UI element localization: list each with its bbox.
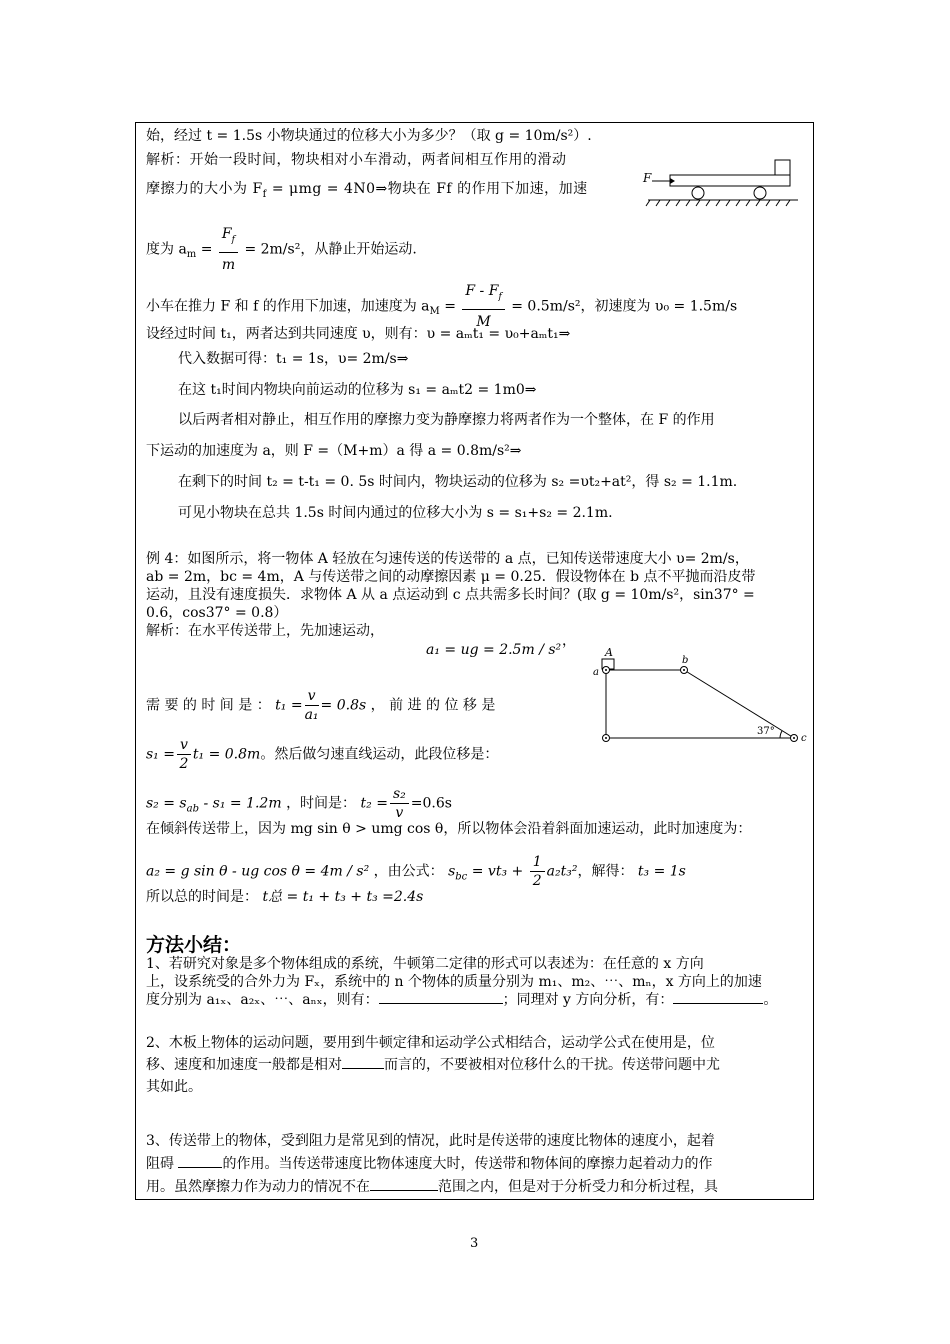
text-seg: ；同理对 y 方向分析，有： (502, 992, 674, 1008)
numerator: v (177, 736, 191, 755)
text-seg: ，由公式： (373, 863, 444, 880)
text-line: 解析：开始一段时间，物块相对小车滑动，两者间相互作用的滑动 (146, 152, 567, 168)
text-line: ab = 2m，bc = 4m，A 与传送带之间的动摩擦因素 μ = 0.25．假设物体在 b 点不平抛而沿皮带 (146, 569, 756, 585)
summary-item-3 (146, 1130, 806, 1199)
fraction (390, 785, 409, 822)
wheel (754, 187, 766, 199)
text-seg: 。然后做匀速直线运动，此段位移是： (260, 746, 499, 763)
text-line: 0.6，cos37° = 0.8） (146, 605, 288, 621)
text-seg: 小车在推力 F 和 f 的作用下加速，加速度为 a (146, 298, 430, 315)
text-line: 始，经过 t = 1.5s 小物块通过的位移大小为多少？（取 g = 10m/s²）. (146, 128, 592, 144)
label-A: A (605, 646, 613, 659)
force-arrowhead (670, 178, 675, 184)
numerator: F (221, 226, 232, 242)
equation: t₃ = 1s (637, 863, 686, 880)
text-seg: 。 (763, 992, 778, 1008)
text-seg: ， (562, 633, 576, 649)
text-seg: 范围之内，但是对于分析受力和分析过程，具 (438, 1179, 718, 1195)
label-c: c (801, 733, 807, 744)
denominator: v (395, 805, 404, 821)
text-seg: 而言的，不要被相对位移什么的干扰。传送带问题中尤 (384, 1057, 720, 1073)
equation: a₁ = ug = 2.5m / s² (426, 642, 562, 658)
equation: - s₁ = 1.2m (199, 795, 282, 812)
equation: s (448, 863, 456, 880)
label-a: a (593, 667, 599, 678)
numerator: F - F (465, 283, 499, 299)
text-seg: 度为 a (146, 241, 187, 258)
text-line: 在倾斜传送带上，因为 mg sin θ > umg cos θ，所以物体会沿着斜面加速运动，此时加速度为： (146, 821, 752, 837)
text-line: 可见小物块在总共 1.5s 时间内通过的位移大小为 s = s₁+s₂ = 2.1m. (178, 505, 613, 521)
cart-body (670, 175, 790, 186)
text-seg: = 0.5m/s²，初速度为 υ₀ = 1.5m/s (511, 298, 738, 315)
denominator: M (476, 313, 491, 330)
angle-arc (780, 731, 782, 738)
text-line (146, 853, 686, 890)
text-seg: ，解得： (577, 863, 634, 880)
text-seg: ， 前 进 的 位 移 是 (370, 697, 496, 714)
text-line: 在剩下的时间 t₂ = t-t₁ = 0. 5s 时间内，物块运动的位移为 s₂ =υt₂+at²，得 s₂ = 1.1m. (178, 474, 738, 490)
text-seg: 移、速度和加速度一般都是相对 (146, 1057, 342, 1073)
equation: = vt₃ + (467, 863, 524, 880)
text-line: 在这 t₁时间内物块向前运动的位移为 s₁ = aₘt2 = 1m0⇒ (178, 382, 537, 398)
equation: t₁ = (275, 697, 303, 714)
angle-label: 37° (757, 726, 775, 737)
summary-item-1 (146, 955, 806, 1009)
answer-blank[interactable] (673, 991, 763, 1004)
text-seg: 用。虽然摩擦力作为动力的情况不在 (146, 1179, 370, 1195)
answer-blank[interactable] (342, 1056, 384, 1069)
answer-blank[interactable] (370, 1178, 438, 1191)
equation-sub: ab (186, 803, 199, 815)
text-line (146, 991, 806, 1009)
conveyor-figure (590, 645, 808, 753)
text-seg: 的作用。当传送带速度比物体速度大时，传送带和物体间的摩擦力起着动力的作 (222, 1156, 713, 1172)
answer-blank[interactable] (178, 1155, 222, 1168)
numerator: 1 (530, 853, 545, 872)
numerator: s₂ (390, 785, 409, 804)
text-line: 2、木板上物体的运动问题，要用到牛顿定律和运动学公式相结合，运动学公式在使用是，位 (146, 1035, 715, 1051)
answer-blank[interactable] (379, 991, 503, 1004)
text-line: 上，设系统受的合外力为 Fₓ，系统中的 n 个物体的质量分别为 m₁、m₂、⋯、mₙ，x 方向上的加速 (146, 974, 762, 990)
section-heading: 方法小结： (146, 934, 242, 956)
text-line (146, 736, 498, 773)
text-line: 解析：在水平传送带上，先加速运动， (146, 623, 384, 639)
numerator: v (305, 687, 319, 706)
summary-item-2 (146, 1032, 806, 1098)
text-seg: 摩擦力的大小为 F (146, 181, 263, 197)
text-line: 下运动的加速度为 a，则 F =（M+m）a 得 a = 0.8m/s²⇒ (146, 443, 522, 459)
equation: t₁ = 0.8m (192, 746, 261, 763)
text-line: 运动，且没有速度损失．求物体 A 从 a 点运动到 c 点共需多长时间？(取 g = 10m/s²，sin37° = (146, 587, 755, 603)
equation: s₁ = (146, 746, 175, 763)
equation: t₂ = (360, 795, 388, 812)
denominator: a₁ (304, 707, 319, 723)
text-line (146, 1176, 806, 1199)
text-line: 其如此。 (146, 1079, 202, 1095)
fraction: $\frac{F - F_f}{M}$ (462, 279, 504, 334)
wheel (692, 187, 704, 199)
text-line: 摩擦力的大小为 $F_f = \mu mg$ = 4N0⇒物块在 Ff 的作用下加速，加速 (146, 181, 588, 200)
denominator: 2 (179, 756, 189, 772)
text-line: 度为 $a_m$ = $\frac{F_f}{m}$ = 2m/s²，从静止开始运动. (146, 222, 417, 277)
text-line (146, 888, 423, 906)
text-line (146, 687, 495, 724)
ground-hatch (646, 200, 790, 206)
equation-sub: bc (455, 871, 468, 883)
equation: =0.6s (410, 795, 452, 812)
text-line: 例 4：如图所示，将一物体 A 轻放在匀速传送的传送带的 a 点，已知传送带速度大小 υ= 2m/s， (146, 551, 749, 567)
block (775, 160, 790, 175)
text-seg: 所以总的时间是： (146, 889, 258, 905)
fraction: $\frac{F_f}{m}$ (219, 222, 238, 277)
text-seg: 需 要 的 时 间 是 ： (146, 697, 271, 714)
label-b: b (682, 655, 689, 666)
text-seg: = 2m/s²，从静止开始运动. (244, 241, 417, 258)
incline-belt (684, 670, 794, 738)
text-line (146, 1054, 806, 1076)
fraction (177, 736, 191, 773)
denominator: 2 (532, 873, 542, 889)
text-line: 1、若研究对象是多个物体组成的系统，牛顿第二定律的形式可以表述为：在任意的 x 方向 (146, 956, 704, 972)
fraction (530, 853, 545, 890)
force-label: F (643, 171, 652, 185)
fraction (305, 687, 319, 724)
equation: = 0.8s (320, 697, 367, 714)
page-number: 3 (470, 1236, 479, 1251)
text-line: 小车在推力 F 和 f 的作用下加速，加速度为 $a_M$ = $\frac{F - F_f}{M}$ = 0.5m/s²，初速度为 υ₀ = 1.5m/s (146, 279, 737, 334)
text-line: 设经过时间 t₁，两者达到共同速度 υ，则有：υ = aₘt₁ = υ₀+aₘt₁⇒ (146, 326, 571, 342)
equation: a₂t₃² (546, 863, 578, 880)
text-seg: 阻碍 (146, 1156, 179, 1172)
equation: t总 = t₁ + t₃ + t₃ =2.4s (262, 889, 424, 905)
denominator: m (221, 256, 236, 273)
text-seg: ，时间是： (286, 795, 357, 812)
text-line (146, 1153, 806, 1176)
equation: a₂ = g sin θ - ug cos θ = 4m / s² (146, 863, 370, 880)
text-line: 3、传送带上的物体，受到阻力是常见到的情况，此时是传送带的速度比物体的速度小，起着 (146, 1133, 715, 1149)
text-line: 代入数据可得：t₁ = 1s，υ= 2m/s⇒ (178, 351, 409, 367)
text-seg: 度分别为 a₁ₓ、a₂ₓ、⋯、aₙₓ，则有： (146, 992, 379, 1008)
cart-figure (640, 155, 802, 213)
text-line (146, 785, 452, 822)
equation: s₂ = s (146, 795, 187, 812)
text-seg: = μmg = 4N0⇒物块在 Ff 的作用下加速，加速 (266, 181, 588, 197)
text-line: 以后两者相对静止，相互作用的摩擦力变为静摩擦力将两者作为一个整体，在 F 的作用 (178, 412, 715, 428)
